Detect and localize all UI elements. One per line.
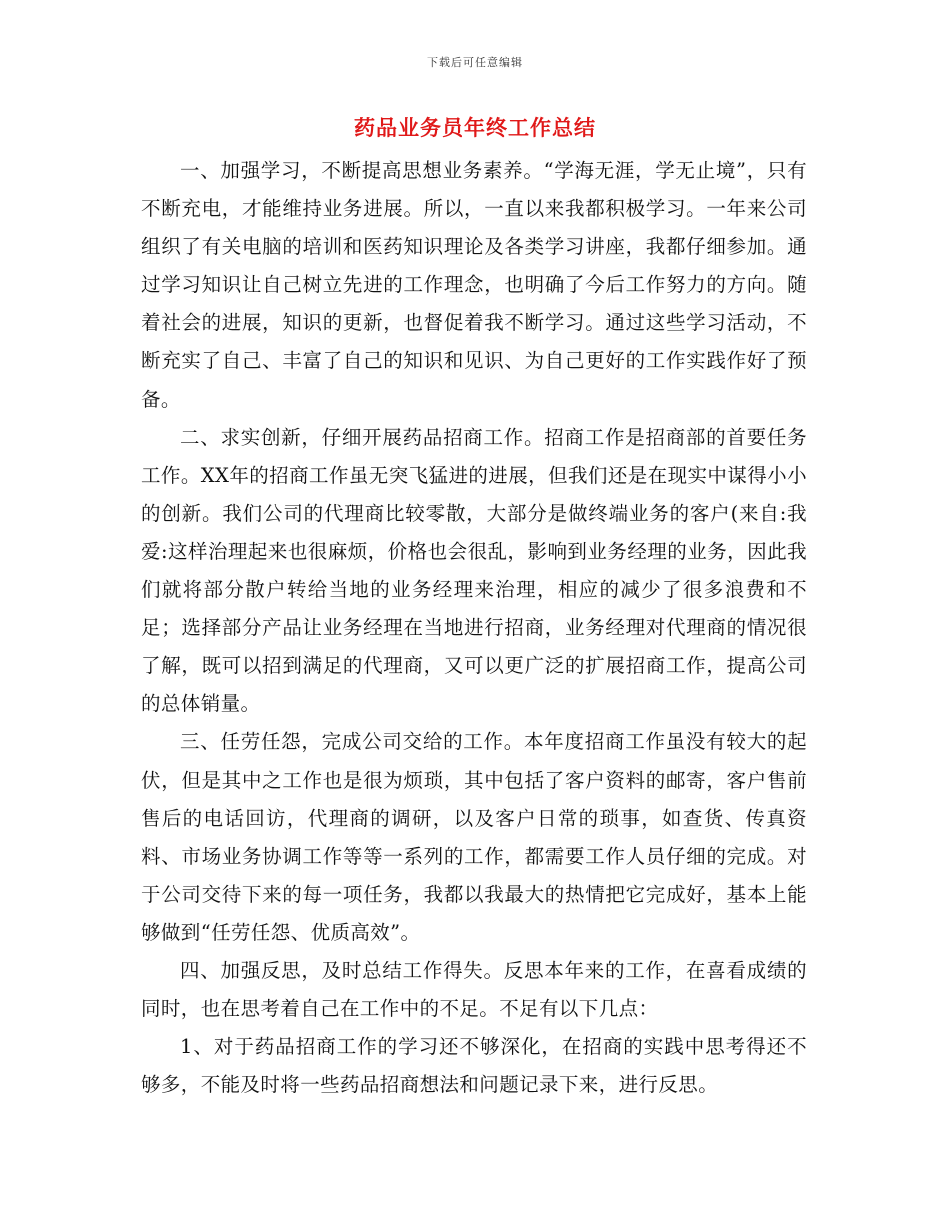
paragraph-reflection: 四、加强反思，及时总结工作得失。反思本年来的工作，在喜看成绩的同时，也在思考着自己在工作中的不足。不足有以下几点： xyxy=(141,958,807,1021)
header-note: 下载后可任意编辑 xyxy=(427,56,523,69)
document-title: 药品业务员年终工作总结 xyxy=(354,115,596,140)
paragraph-shortcoming-1: 1、对于药品招商工作的学习还不够深化，在招商的实践中思考得还不够多，不能及时将一些药品招商想法和问题记录下来，进行反思。 xyxy=(141,1035,807,1097)
paragraph-innovation: 二、求实创新，仔细开展药品招商工作。招商工作是招商部的首要任务工作。XX年的招商工作虽无突飞猛进的进展，但我们还是在现实中谋得小小的创新。我们公司的代理商比较零散，大部分是做终端业务的客户(来自:我爱:这样治理起来也很麻烦，价格也会很乱，影响到业务经理的业务，因此我们就将部分散户转给当地的业务经理来治理，相应的减少了很多浪费和不足；选择部分产品让业务经理在当地进行招商，业务经理对代理商的情况很了解，既可以招到满足的代理商，又可以更广泛的扩展招商工作，提高公司的总体销量。 xyxy=(141,425,807,716)
document-body xyxy=(141,152,807,1104)
paragraph-diligence: 三、任劳任怨，完成公司交给的工作。本年度招商工作虽没有较大的起伏，但是其中之工作也是很为烦琐，其中包括了客户资料的邮寄，客户售前售后的电话回访，代理商的调研，以及客户日常的琐事，如查货、传真资料、市场业务协调工作等等一系列的工作，都需要工作人员仔细的完成。对于公司交待下来的每一项任务，我都以我最大的热情把它完成好，基本上能够做到“任劳任怨、优质高效”。 xyxy=(141,730,807,944)
paragraph-study: 一、加强学习，不断提高思想业务素养。“学海无涯，学无止境”，只有不断充电，才能维持业务进展。所以，一直以来我都积极学习。一年来公司组织了有关电脑的培训和医药知识理论及各类学习讲座，我都仔细参加。通过学习知识让自己树立先进的工作理念，也明确了今后工作努力的方向。随着社会的进展，知识的更新，也督促着我不断学习。通过这些学习活动，不断充实了自己、丰富了自己的知识和见识、为自己更好的工作实践作好了预备。 xyxy=(141,159,807,411)
